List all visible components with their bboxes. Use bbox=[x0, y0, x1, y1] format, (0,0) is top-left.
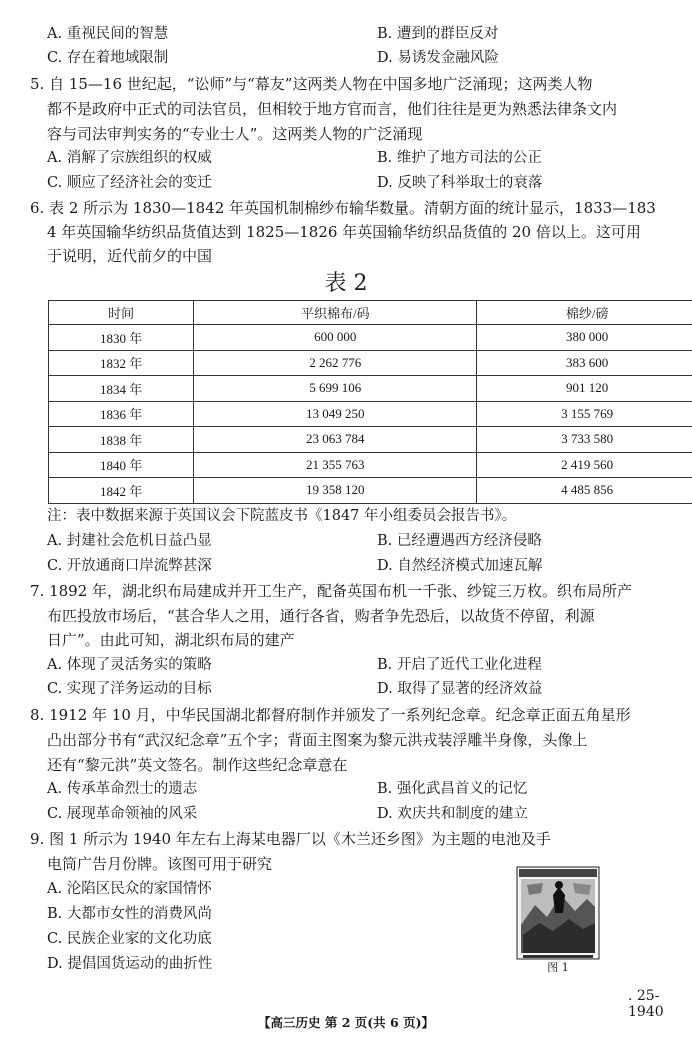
q8-stem-line-3: 还有“黎元洪”英文签名。制作这些纪念章意在 bbox=[47, 756, 348, 774]
cell-year: 1832 年 bbox=[49, 350, 194, 376]
q7-option-d: D. 取得了显著的经济效益 bbox=[377, 681, 543, 697]
q5-stem-line-2: 都不是政府中正式的司法官员，但相较于地方官而言，他们往往是更为熟悉法律条文内 bbox=[47, 100, 618, 118]
cell-yarn: 3 155 769 bbox=[477, 401, 692, 427]
q9-stem-line-1: 9. 图 1 所示为 1940 年左右上海某电器厂以《木兰还乡图》为主题的电池及手 bbox=[30, 830, 551, 848]
q5-stem-line-3: 容与司法审判实务的“专业士人”。这两类人物的广泛涌现 bbox=[47, 125, 423, 143]
cell-yarn: 4 485 856 bbox=[477, 478, 692, 504]
figure-1-poster bbox=[513, 865, 603, 975]
q9-option-b: B. 大都市女性的消费风尚 bbox=[47, 906, 212, 922]
q4-option-a: A. 重视民间的智慧 bbox=[47, 26, 169, 42]
cell-cloth: 23 063 784 bbox=[194, 427, 477, 453]
q4-option-b: B. 遭到的群臣反对 bbox=[377, 26, 499, 42]
table-header-row bbox=[49, 301, 692, 325]
header-time: 时间 bbox=[49, 301, 194, 325]
table-row bbox=[49, 427, 692, 453]
q8-stem-line-1: 8. 1912 年 10 月，中华民国湖北都督府制作并颁发了一系列纪念章。纪念章正面五角星形 bbox=[30, 706, 631, 724]
cell-cloth: 13 049 250 bbox=[194, 401, 477, 427]
poster-illustration bbox=[513, 865, 603, 975]
header-yarn: 棉纱/磅 bbox=[477, 301, 692, 325]
q6-stem-line-2: 4 年英国输华纺织品货值达到 1825—1826 年英国输华纺织品货值的 20 倍以上。这可用 bbox=[47, 223, 641, 241]
cell-year: 1834 年 bbox=[49, 376, 194, 402]
table-row bbox=[49, 376, 692, 402]
cell-yarn: 380 000 bbox=[477, 325, 692, 351]
table-row bbox=[49, 325, 692, 351]
table-row bbox=[49, 401, 692, 427]
page-footer: 【高三历史 第 2 页(共 6 页)】 bbox=[258, 1015, 434, 1030]
q5-option-c: C. 顺应了经济社会的变迁 bbox=[47, 175, 212, 191]
cell-yarn: 383 600 bbox=[477, 350, 692, 376]
q5-option-d: D. 反映了科举取士的衰落 bbox=[377, 175, 543, 191]
q6-option-c: C. 开放通商口岸流弊甚深 bbox=[47, 558, 212, 574]
cell-yarn: 2 419 560 bbox=[477, 452, 692, 478]
q5-stem-line-1: 5. 自 15—16 世纪起，“讼师”与“幕友”这两类人物在中国多地广泛涌现；这两类人物 bbox=[30, 75, 593, 93]
q7-stem-line-2: 布匹投放市场后，“甚合华人之用，通行各省，购者争先恐后，以故货不停留，利源 bbox=[47, 607, 595, 625]
q5-option-b: B. 维护了地方司法的公正 bbox=[377, 150, 542, 166]
q7-option-c: C. 实现了洋务运动的目标 bbox=[47, 681, 212, 697]
cell-cloth: 19 358 120 bbox=[194, 478, 477, 504]
table-note: 注：表中数据来源于英国议会下院蓝皮书《1847 年小组委员会报告书》。 bbox=[47, 508, 517, 524]
q8-option-c: C. 展现革命领袖的风采 bbox=[47, 806, 198, 822]
figure-caption: 图 1 bbox=[547, 961, 569, 974]
q8-stem-line-2: 凸出部分书有“武汉纪念章”五个字；背面主图案为黎元洪戎装浮雕半身像，头像上 bbox=[47, 731, 588, 749]
table-row bbox=[49, 452, 692, 478]
cell-cloth: 21 355 763 bbox=[194, 452, 477, 478]
cell-yarn: 3 733 580 bbox=[477, 427, 692, 453]
q8-option-d: D. 欢庆共和制度的建立 bbox=[377, 806, 528, 822]
q4-option-d: D. 易诱发金融风险 bbox=[377, 50, 499, 66]
cell-year: 1840 年 bbox=[49, 452, 194, 478]
q6-stem-line-1: 6. 表 2 所示为 1830—1842 年英国机制棉纱布输华数量。清朝方面的统计显示，1833—183 bbox=[30, 199, 656, 217]
table-title: 表 2 bbox=[324, 271, 368, 296]
q5-option-a: A. 消解了宗族组织的权威 bbox=[47, 150, 212, 166]
q6-option-d: D. 自然经济模式加速瓦解 bbox=[377, 558, 543, 574]
q8-option-b: B. 强化武昌首义的记忆 bbox=[377, 781, 528, 797]
table-row bbox=[49, 350, 692, 376]
cell-year: 1836 年 bbox=[49, 401, 194, 427]
q7-option-a: A. 体现了灵活务实的策略 bbox=[47, 657, 212, 673]
cell-cloth: 5 699 106 bbox=[194, 376, 477, 402]
q8-option-a: A. 传承革命烈士的遗志 bbox=[47, 781, 198, 797]
q7-stem-line-3: 日广”。由此可知，湖北织布局的建产 bbox=[47, 631, 295, 649]
q9-option-d: D. 提倡国货运动的曲折性 bbox=[47, 956, 213, 972]
q9-option-c: C. 民族企业家的文化功底 bbox=[47, 931, 212, 947]
page-code: . 25-1940 bbox=[628, 988, 664, 1020]
table-row bbox=[49, 478, 692, 504]
q7-option-b: B. 开启了近代工业化进程 bbox=[377, 657, 542, 673]
q9-stem-line-2: 电筒广告月份牌。该图可用于研究 bbox=[47, 855, 273, 873]
cell-year: 1830 年 bbox=[49, 325, 194, 351]
q6-option-b: B. 已经遭遇西方经济侵略 bbox=[377, 533, 542, 549]
data-table bbox=[48, 300, 692, 504]
q6-option-a: A. 封建社会危机日益凸显 bbox=[47, 533, 212, 549]
cell-yarn: 901 120 bbox=[477, 376, 692, 402]
cell-year: 1838 年 bbox=[49, 427, 194, 453]
cell-cloth: 2 262 776 bbox=[194, 350, 477, 376]
q7-stem-line-1: 7. 1892 年，湖北织布局建成并开工生产，配备英国布机一千张、纱锭三万枚。织布局所产 bbox=[30, 582, 633, 600]
q6-stem-line-3: 于说明，近代前夕的中国 bbox=[47, 247, 213, 265]
q4-option-c: C. 存在着地域限制 bbox=[47, 50, 169, 66]
cell-year: 1842 年 bbox=[49, 478, 194, 504]
header-cloth: 平织棉布/码 bbox=[194, 301, 477, 325]
cell-cloth: 600 000 bbox=[194, 325, 477, 351]
q9-option-a: A. 沦陷区民众的家国情怀 bbox=[47, 881, 212, 897]
